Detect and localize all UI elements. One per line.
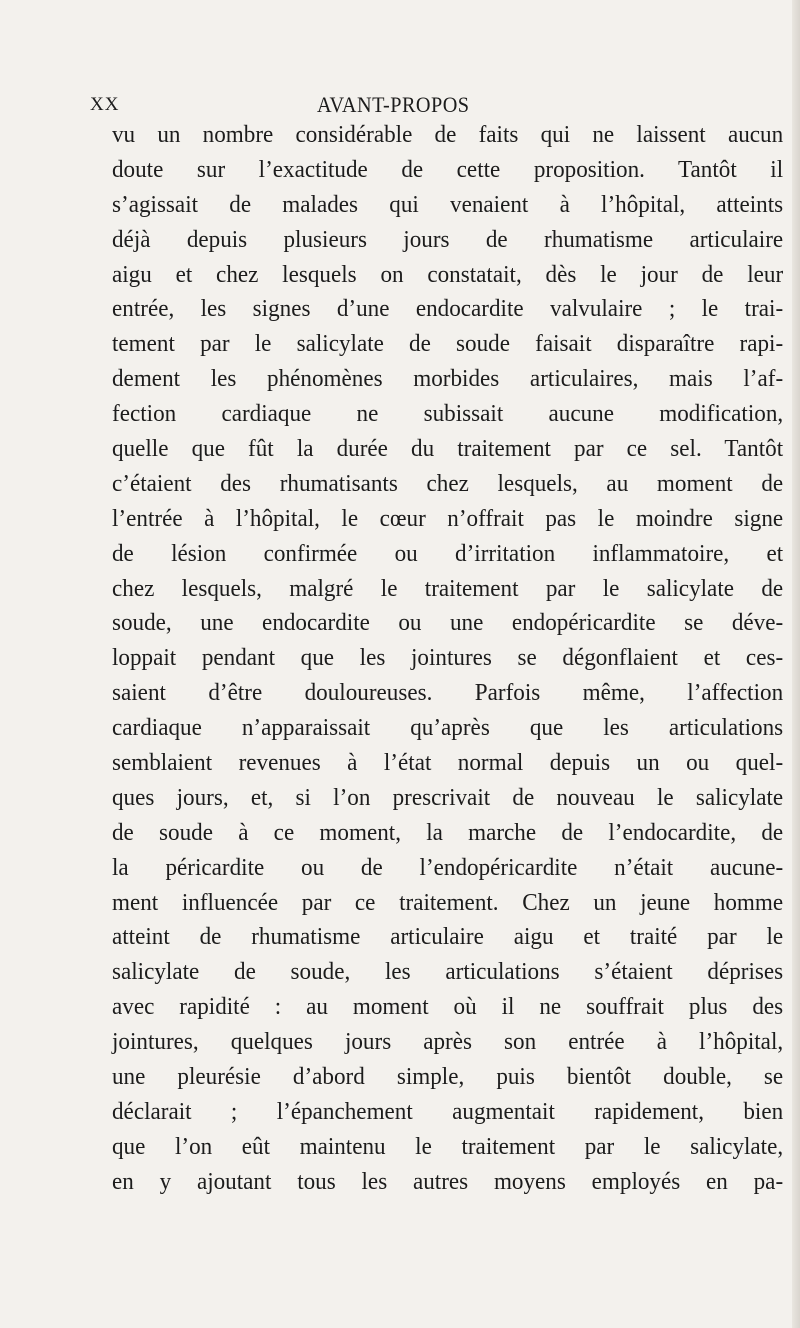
text-line: entrée, les signes d’une endocardite valvulaire ; le trai- [112,295,784,323]
text-line: doute sur l’exactitude de cette proposition. Tantôt il [112,155,784,183]
text-line: déjà depuis plusieurs jours de rhumatisme articulaire [112,225,784,253]
text-line: loppait pendant que les jointures se dégonflaient et ces- [112,644,784,672]
text-line: saient d’être douloureuses. Parfois même, l’affection [112,679,784,707]
text-line: de soude à ce moment, la marche de l’endocardite, de [112,818,784,846]
text-line: salicylate de soude, les articulations s’étaient déprises [112,958,784,986]
text-line: ques jours, et, si l’on prescrivait de nouveau le salicylate [112,783,784,811]
body-text [112,118,800,1200]
text-line: de lésion confirmée ou d’irritation inflammatoire, et [112,539,784,567]
text-line: jointures, quelques jours après son entrée à l’hôpital, [112,1028,784,1056]
text-line: cardiaque n’apparaissait qu’après que les articulations [112,714,784,742]
text-line: ment influencée par ce traitement. Chez un jeune homme [112,888,784,916]
text-line: semblaient revenues à l’état normal depuis un ou quel- [112,749,784,777]
text-line: s’agissait de malades qui venaient à l’hôpital, atteints [112,190,784,218]
text-line: la péricardite ou de l’endopéricardite n’était aucune- [112,853,784,881]
text-line: quelle que fût la durée du traitement par ce sel. Tantôt [112,435,784,463]
page-number: XX [90,94,120,115]
text-line: déclarait ; l’épanchement augmentait rapidement, bien [112,1097,784,1125]
running-title: AVANT-PROPOS [317,92,470,117]
text-line: que l’on eût maintenu le traitement par le salicylate, [112,1132,784,1160]
text-line: dement les phénomènes morbides articulaires, mais l’af- [112,365,784,393]
text-line: atteint de rhumatisme articulaire aigu et traité par le [112,923,784,951]
text-line: une pleurésie d’abord simple, puis bientôt double, se [112,1063,784,1091]
running-header [90,90,740,120]
text-line: en y ajoutant tous les autres moyens employés en pa- [112,1167,784,1195]
text-line: c’étaient des rhumatisants chez lesquels, au moment de [112,469,784,497]
text-line: avec rapidité : au moment où il ne souffrait plus des [112,993,784,1021]
text-line: l’entrée à l’hôpital, le cœur n’offrait pas le moindre signe [112,504,784,532]
text-line: aigu et chez lesquels on constatait, dès le jour de leur [112,260,784,288]
text-line: soude, une endocardite ou une endopéricardite se déve- [112,609,784,637]
text-line: fection cardiaque ne subissait aucune modification, [112,400,784,428]
text-line: chez lesquels, malgré le traitement par le salicylate de [112,574,784,602]
text-line: vu un nombre considérable de faits qui ne laissent aucun [112,121,784,148]
text-line: tement par le salicylate de soude faisait disparaître rapi- [112,330,784,358]
